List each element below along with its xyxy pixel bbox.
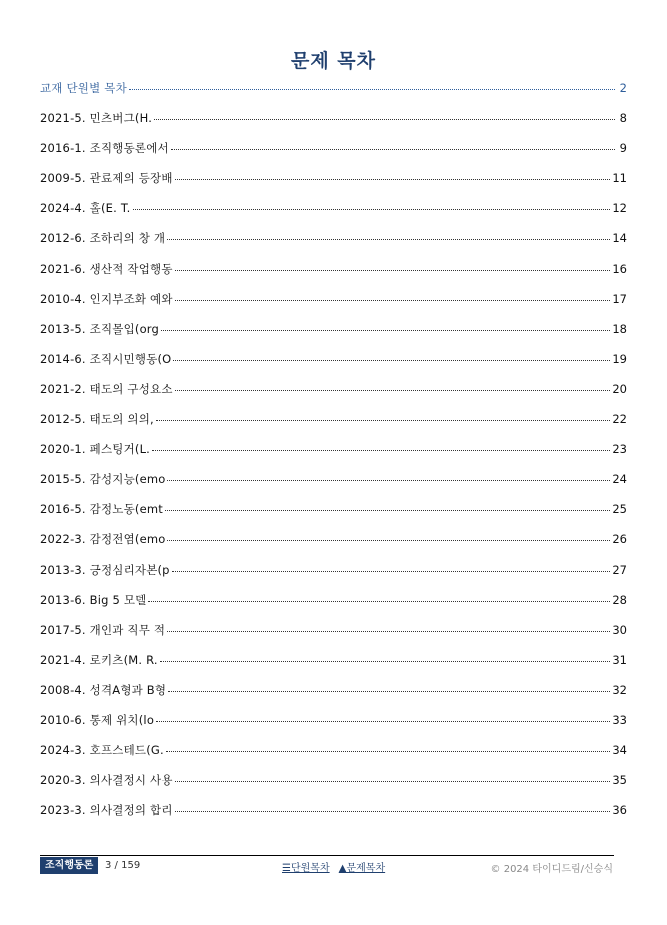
- toc-entry[interactable]: [40, 289, 627, 319]
- toc-entry-page: 28: [612, 592, 627, 607]
- toc-entry-page: 33: [612, 712, 627, 727]
- footer: [40, 857, 627, 875]
- toc-entry[interactable]: [40, 800, 627, 830]
- toc-entry-label: 2010-4. 인지부조화 예와: [40, 291, 173, 306]
- dot-leader: [165, 510, 610, 511]
- toc-entry-page: 34: [612, 743, 627, 758]
- toc-entry-page: 2: [619, 81, 627, 95]
- toc-entry-page: 23: [612, 442, 627, 457]
- toc-entry-label: 2016-1. 조직행동론에서: [40, 141, 169, 156]
- toc-entry[interactable]: [40, 529, 627, 559]
- toc-entry-label: 2015-5. 감성지능(emo: [40, 472, 166, 487]
- toc-entry[interactable]: [40, 168, 627, 198]
- unit-toc-link[interactable]: ☰단원목차: [282, 863, 330, 874]
- toc-entry[interactable]: [40, 650, 627, 680]
- subject-badge: 조직행동론: [40, 857, 98, 874]
- problem-toc-link[interactable]: ▲문제목차: [338, 863, 386, 874]
- toc-entry[interactable]: [40, 469, 627, 499]
- toc-entry-label: 2017-5. 개인과 직무 적: [40, 622, 166, 637]
- toc-entry[interactable]: [40, 590, 627, 620]
- toc-entry-page: 17: [612, 291, 627, 306]
- toc-entry-page: 22: [612, 412, 627, 427]
- toc-entry-label: 2020-3. 의사결정시 사용: [40, 773, 173, 788]
- toc-entry-label: 2012-6. 조하리의 창 개: [40, 231, 166, 246]
- toc-entry-page: 32: [612, 682, 627, 697]
- toc-entry-page: 12: [612, 201, 627, 216]
- dot-leader: [175, 811, 611, 812]
- toc-entry-label: 2013-6. Big 5 모델: [40, 592, 147, 607]
- toc-entry[interactable]: [40, 319, 627, 349]
- dot-leader: [175, 781, 611, 782]
- dot-leader: [160, 661, 611, 662]
- dot-leader: [161, 330, 610, 331]
- toc-entry-page: 27: [612, 562, 627, 577]
- toc-entry-page: 16: [612, 261, 627, 276]
- dot-leader: [167, 540, 610, 541]
- toc-entry[interactable]: [40, 740, 627, 770]
- dot-leader: [154, 119, 615, 120]
- toc-entry-label: 2008-4. 성격A형과 B형: [40, 682, 167, 697]
- toc-entry-label: 2012-5. 태도의 의의,: [40, 412, 154, 427]
- toc-entry[interactable]: [40, 680, 627, 710]
- toc-entry[interactable]: [40, 620, 627, 650]
- toc-entry-page: 20: [612, 381, 627, 396]
- toc-entry[interactable]: [40, 770, 627, 800]
- toc-entry-label: 2021-6. 생산적 작업행동: [40, 261, 173, 276]
- toc-entry-label: 2021-4. 로키츠(M. R.: [40, 652, 158, 667]
- toc-entry[interactable]: [40, 409, 627, 439]
- toc-entry[interactable]: [40, 560, 627, 590]
- dot-leader: [175, 390, 611, 391]
- toc-entry-page: 31: [612, 652, 627, 667]
- toc-entry-page: 30: [612, 622, 627, 637]
- toc-entry-page: 9: [619, 141, 627, 156]
- toc-entry[interactable]: [40, 710, 627, 740]
- dot-leader: [172, 571, 611, 572]
- toc-entry-label: 2022-3. 감정전염(emo: [40, 532, 166, 547]
- dot-leader: [173, 360, 610, 361]
- toc-entry-label: 교재 단원별 목차: [40, 81, 127, 95]
- toc-entry-page: 11: [612, 171, 627, 186]
- toc-entry[interactable]: [40, 499, 627, 529]
- dot-leader: [167, 239, 610, 240]
- dot-leader: [129, 89, 615, 90]
- toc-entry-label: 2024-4. 홀(E. T.: [40, 201, 131, 216]
- toc-entry-label: 2014-6. 조직시민행동(O: [40, 351, 172, 366]
- toc-entry-label: 2013-5. 조직몰입(org: [40, 321, 160, 336]
- toc-entry-label: 2021-5. 민츠버그(H.: [40, 111, 153, 126]
- toc-entry[interactable]: [40, 228, 627, 258]
- page-indicator: 3 / 159: [105, 860, 141, 871]
- toc-entry-page: 36: [612, 803, 627, 818]
- dot-leader: [152, 450, 610, 451]
- dot-leader: [166, 751, 611, 752]
- dot-leader: [133, 209, 611, 210]
- dot-leader: [156, 420, 610, 421]
- dot-leader: [175, 300, 611, 301]
- dot-leader: [175, 270, 611, 271]
- toc-entry-label: 2023-3. 의사결정의 합리: [40, 803, 173, 818]
- toc-entry-page: 14: [612, 231, 627, 246]
- dot-leader: [175, 179, 611, 180]
- toc-entry-label: 2020-1. 페스팅거(L.: [40, 442, 151, 457]
- toc-entry[interactable]: [40, 138, 627, 168]
- dot-leader: [167, 480, 610, 481]
- dot-leader: [148, 601, 610, 602]
- toc-entry-page: 35: [612, 773, 627, 788]
- dot-leader: [167, 631, 610, 632]
- toc-entry-label: 2016-5. 감정노동(emt: [40, 502, 163, 517]
- dot-leader: [171, 149, 615, 150]
- toc-entry-label: 2021-2. 태도의 구성요소: [40, 381, 173, 396]
- toc-entry[interactable]: [40, 259, 627, 289]
- toc-entry-page: 18: [612, 321, 627, 336]
- toc-entry-page: 25: [612, 502, 627, 517]
- toc-entry-label: 2010-6. 통제 위치(lo: [40, 712, 155, 727]
- toc-entry-label: 2013-3. 긍정심리자본(p: [40, 562, 170, 577]
- dot-leader: [156, 721, 610, 722]
- toc-entry-label: 2024-3. 호프스테드(G.: [40, 743, 164, 758]
- toc-entry[interactable]: [40, 78, 627, 108]
- toc-entry-page: 24: [612, 472, 627, 487]
- dot-leader: [168, 691, 610, 692]
- toc-entry[interactable]: [40, 349, 627, 379]
- toc-list: [40, 78, 627, 830]
- toc-entry[interactable]: [40, 108, 627, 138]
- toc-entry-page: 19: [612, 351, 627, 366]
- toc-entry-label: 2009-5. 관료제의 등장배: [40, 171, 173, 186]
- toc-entry[interactable]: [40, 379, 627, 409]
- toc-entry[interactable]: [40, 439, 627, 469]
- copyright: © 2024 타이디드림/신승식: [490, 864, 613, 875]
- page-title: 문제 목차: [290, 50, 377, 72]
- toc-entry-page: 8: [619, 111, 627, 126]
- toc-entry[interactable]: [40, 198, 627, 228]
- footer-nav: [282, 859, 391, 874]
- toc-entry-page: 26: [612, 532, 627, 547]
- footer-divider: [40, 855, 614, 856]
